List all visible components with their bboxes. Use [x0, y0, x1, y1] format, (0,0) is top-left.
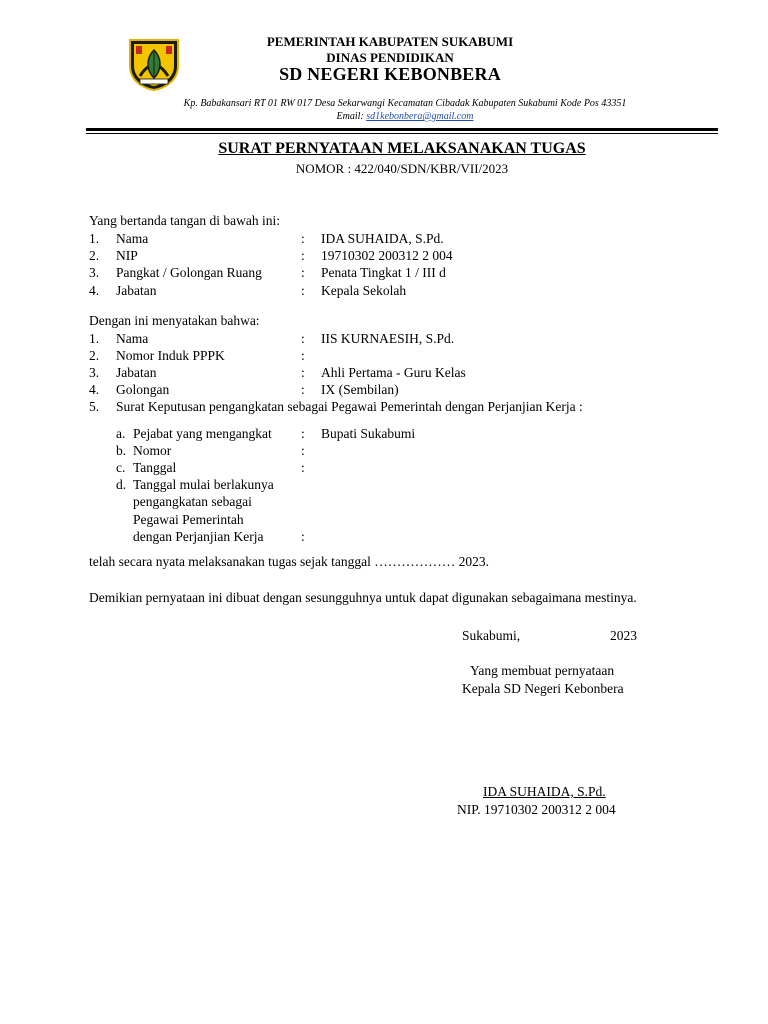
signature-role: Yang membuat pernyataan — [470, 663, 615, 678]
colon: : — [301, 426, 305, 441]
sk-letter: d. — [116, 477, 127, 492]
signer-name: IDA SUHAIDA, S.Pd. — [483, 784, 606, 799]
colon: : — [301, 248, 305, 263]
signature-position: Kepala SD Negeri Kebonbera — [462, 681, 624, 696]
colon: : — [301, 529, 305, 544]
statement-text: telah secara nyata melaksanakan tugas sejak tanggal ……………… 2023. — [89, 554, 489, 569]
colon: : — [301, 331, 305, 346]
header-school-name: SD NEGERI KEBONBERA — [279, 64, 501, 84]
document-title: SURAT PERNYATAAN MELAKSANAKAN TUGAS — [218, 140, 586, 157]
colon: : — [301, 265, 305, 280]
subject-no: 4. — [89, 382, 100, 397]
item5-no: 5. — [89, 399, 100, 414]
sk-value: Bupati Sukabumi — [321, 426, 416, 441]
signer-value: Penata Tingkat 1 / III d — [321, 265, 446, 280]
subject-no: 1. — [89, 331, 100, 346]
subject-no: 2. — [89, 348, 100, 363]
signer-nip: NIP. 19710302 200312 2 004 — [457, 802, 616, 817]
item5-label: Surat Keputusan pengangkatan sebagai Pegawai Pemerintah dengan Perjanjian Kerja : — [116, 399, 583, 414]
signer-no: 3. — [89, 265, 100, 280]
subject-label: Nama — [116, 331, 149, 346]
colon: : — [301, 231, 305, 246]
subject-value: IX (Sembilan) — [321, 382, 399, 397]
signature-place: Sukabumi, — [462, 628, 521, 643]
sk-letter: b. — [116, 443, 127, 458]
sk-d-line: Pegawai Pemerintah — [133, 512, 244, 527]
colon: : — [301, 283, 305, 298]
sk-label: Pejabat yang mengangkat — [133, 426, 272, 441]
sk-letter: a. — [116, 426, 126, 441]
signer-value: 19710302 200312 2 004 — [321, 248, 453, 263]
colon: : — [301, 382, 305, 397]
subject-label: Jabatan — [116, 365, 157, 380]
subject-no: 3. — [89, 365, 100, 380]
letterhead-rule-thin — [86, 133, 718, 134]
colon: : — [301, 348, 305, 363]
sk-d-line: dengan Perjanjian Kerja — [133, 529, 264, 544]
signer-label: Jabatan — [116, 283, 157, 298]
header-email-line — [100, 111, 710, 122]
sk-label: Tanggal — [133, 460, 177, 475]
signer-value: Kepala Sekolah — [321, 283, 407, 298]
sk-label: Nomor — [133, 443, 172, 458]
sk-d-line: Tanggal mulai berlakunya — [133, 477, 274, 492]
signer-label: Nama — [116, 231, 149, 246]
email-link[interactable]: sd1kebonbera@gmail.com — [366, 111, 474, 122]
signer-label: NIP — [116, 248, 138, 263]
subject-value: IIS KURNAESIH, S.Pd. — [321, 331, 455, 346]
subject-label: Nomor Induk PPPK — [116, 348, 225, 363]
subject-label: Golongan — [116, 382, 170, 397]
declaration-text: Dengan ini menyatakan bahwa: — [89, 313, 260, 328]
signer-no: 2. — [89, 248, 100, 263]
sk-letter: c. — [116, 460, 126, 475]
letterhead-rule-thick — [86, 128, 718, 131]
signer-no: 1. — [89, 231, 100, 246]
colon: : — [301, 443, 305, 458]
signer-no: 4. — [89, 283, 100, 298]
signer-value: IDA SUHAIDA, S.Pd. — [321, 231, 444, 246]
signature-year: 2023 — [610, 628, 637, 643]
subject-value: Ahli Pertama - Guru Kelas — [321, 365, 466, 380]
signer-label: Pangkat / Golongan Ruang — [116, 265, 262, 280]
colon: : — [301, 365, 305, 380]
sk-d-line: pengangkatan sebagai — [133, 494, 252, 509]
header-government: PEMERINTAH KABUPATEN SUKABUMI — [266, 34, 514, 49]
email-label: Email: — [336, 111, 364, 122]
regency-crest-icon — [126, 36, 182, 92]
closing-text: Demikian pernyataan ini dibuat dengan sesungguhnya untuk dapat digunakan sebagaimana mestinya. — [89, 590, 637, 605]
colon: : — [301, 460, 305, 475]
header-address: Kp. Babakansari RT 01 RW 017 Desa Sekarwangi Kecamatan Cibadak Kabupaten Sukabumi Kode Pos 43351 — [183, 98, 627, 109]
document-number: NOMOR : 422/040/SDN/KBR/VII/2023 — [295, 161, 509, 176]
header-department: DINAS PENDIDIKAN — [326, 50, 454, 65]
intro-text: Yang bertanda tangan di bawah ini: — [89, 213, 280, 228]
